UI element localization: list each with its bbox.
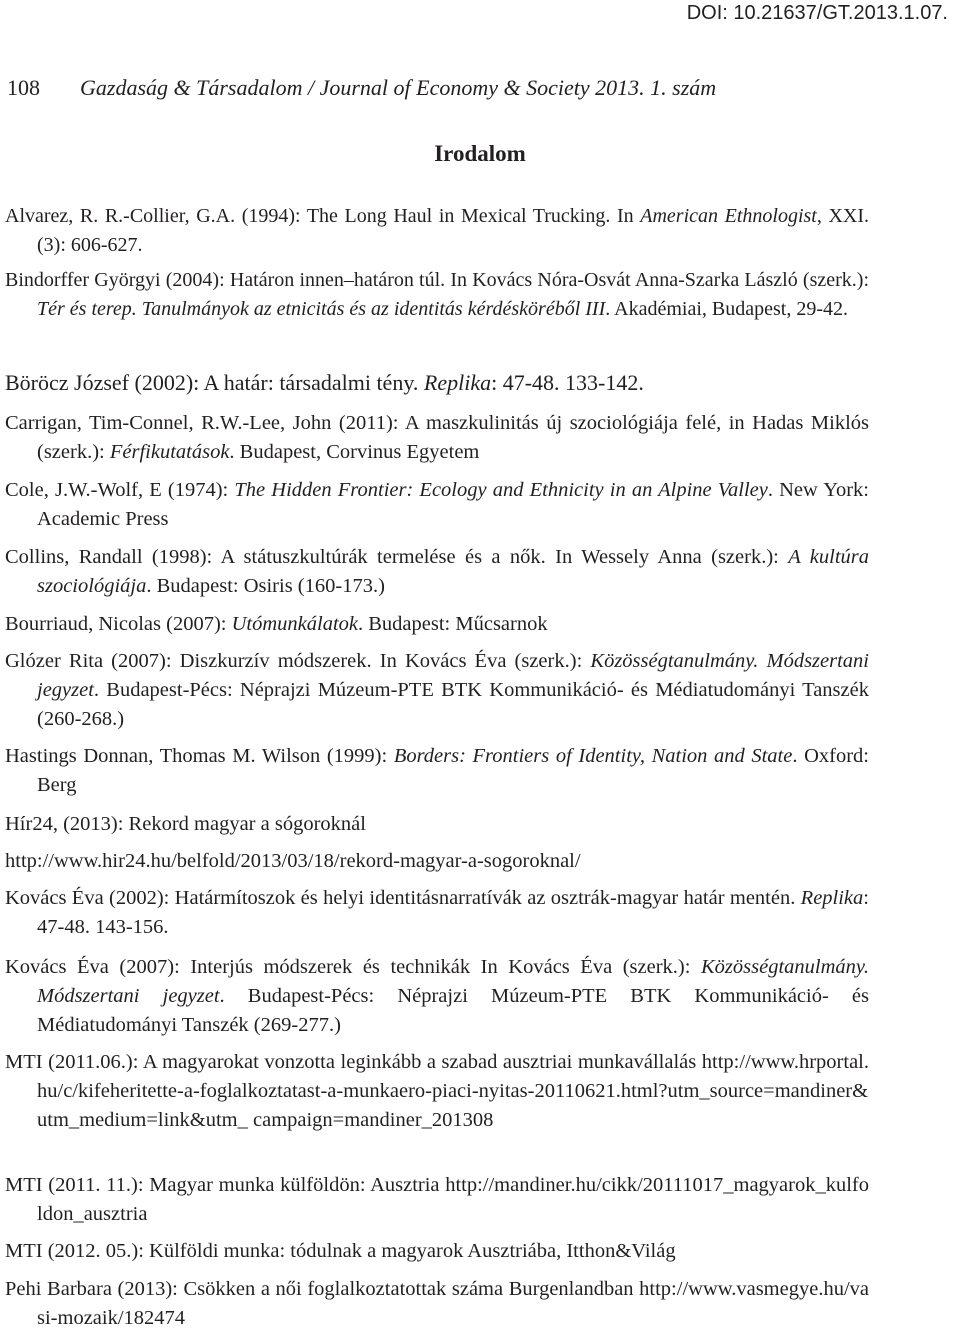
page-number: 108 — [7, 75, 40, 100]
reference-item: Collins, Randall (1998): A státuszkultúrák termelése és a nők. In Wessely Anna (szerk.): A kultúra szociológiája. Budapest: Osiris (160-173.) — [5, 546, 869, 597]
reference-item: Cole, J.W.-Wolf, E (1974): The Hidden Frontier: Ecology and Ethnicity in an Alpine Valley. New York: Academic Press — [5, 479, 869, 530]
reference-item: MTI (2011. 11.): Magyar munka külföldön: Ausztria http://mandiner.hu/cikk/20111017_magyarok_kulfoldon_ausztria — [5, 1174, 869, 1225]
reference-item: Kovács Éva (2002): Határmítoszok és helyi identitásnarratívák az osztrák-magyar határ mentén. Replika: 47-48. 143-156. — [5, 887, 869, 938]
section-title: Irodalom — [434, 141, 526, 166]
reference-item: Bindorffer Györgyi (2004): Határon innen–határon túl. In Kovács Nóra-Osvát Anna-Szarka László (szerk.): Tér és terep. Tanulmányok az etnicitás és az identitás kérdésköréből III. Akadémiai, Budapest, 29-42. — [5, 269, 869, 320]
reference-item: Kovács Éva (2007): Interjús módszerek és technikák In Kovács Éva (szerk.): Közösségtanulmány. Módszertani jegyzet. Budapest-Pécs: Néprajzi Múzeum-PTE BTK Kommunikáció- és Médiatudományi Tanszék (269-277.) — [5, 956, 869, 1036]
reference-item: Alvarez, R. R.-Collier, G.A. (1994): The Long Haul in Mexical Trucking. In American Ethnologist, XXI. (3): 606-627. — [5, 205, 869, 256]
reference-item: MTI (2011.06.): A magyarokat vonzotta leginkább a szabad ausztriai munkavállalás http://www.hrportal.hu/c/kifeheritette-a-foglalkoztatast-a-munkaero-piaci-nyitas-20110621.html?utm_source=mandiner&utm_medium=link&utm_ campaign=mandiner_201308 — [5, 1051, 869, 1131]
reference-item: Carrigan, Tim-Connel, R.W.-Lee, John (2011): A maszkulinitás új szociológiája felé, in Hadas Miklós (szerk.): Férfikutatások. Budapest, Corvinus Egyetem — [5, 412, 869, 463]
reference-item: MTI (2012. 05.): Külföldi munka: tódulnak a magyarok Ausztriába, Itthon&Világ — [5, 1240, 676, 1262]
reference-item: Pehi Barbara (2013): Csökken a női foglalkoztatottak száma Burgenlandban http://www.vasmegye.hu/vasi-mozaik/182474 — [5, 1278, 869, 1329]
reference-item: Böröcz József (2002): A határ: társadalmi tény. Replika: 47-48. 133-142. — [5, 370, 644, 395]
reference-item: Hastings Donnan, Thomas M. Wilson (1999): Borders: Frontiers of Identity, Nation and State. Oxford: Berg — [5, 745, 869, 796]
doi-label: DOI: 10.21637/GT.2013.1.07. — [686, 2, 948, 24]
journal-title: Gazdaság & Társadalom / Journal of Economy & Society 2013. 1. szám — [80, 75, 717, 100]
reference-item: Hír24, (2013): Rekord magyar a sógoroknál — [5, 813, 366, 835]
running-header — [7, 75, 716, 101]
reference-item: Glózer Rita (2007): Diszkurzív módszerek. In Kovács Éva (szerk.): Közösségtanulmány. Módszertani jegyzet. Budapest-Pécs: Néprajzi Múzeum-PTE BTK Kommunikáció- és Médiatudományi Tanszék (260-268.) — [5, 650, 870, 730]
reference-item: Bourriaud, Nicolas (2007): Utómunkálatok. Budapest: Műcsarnok — [5, 613, 548, 635]
reference-url[interactable]: http://www.hir24.hu/belfold/2013/03/18/rekord-magyar-a-sogoroknal/ — [5, 850, 581, 872]
